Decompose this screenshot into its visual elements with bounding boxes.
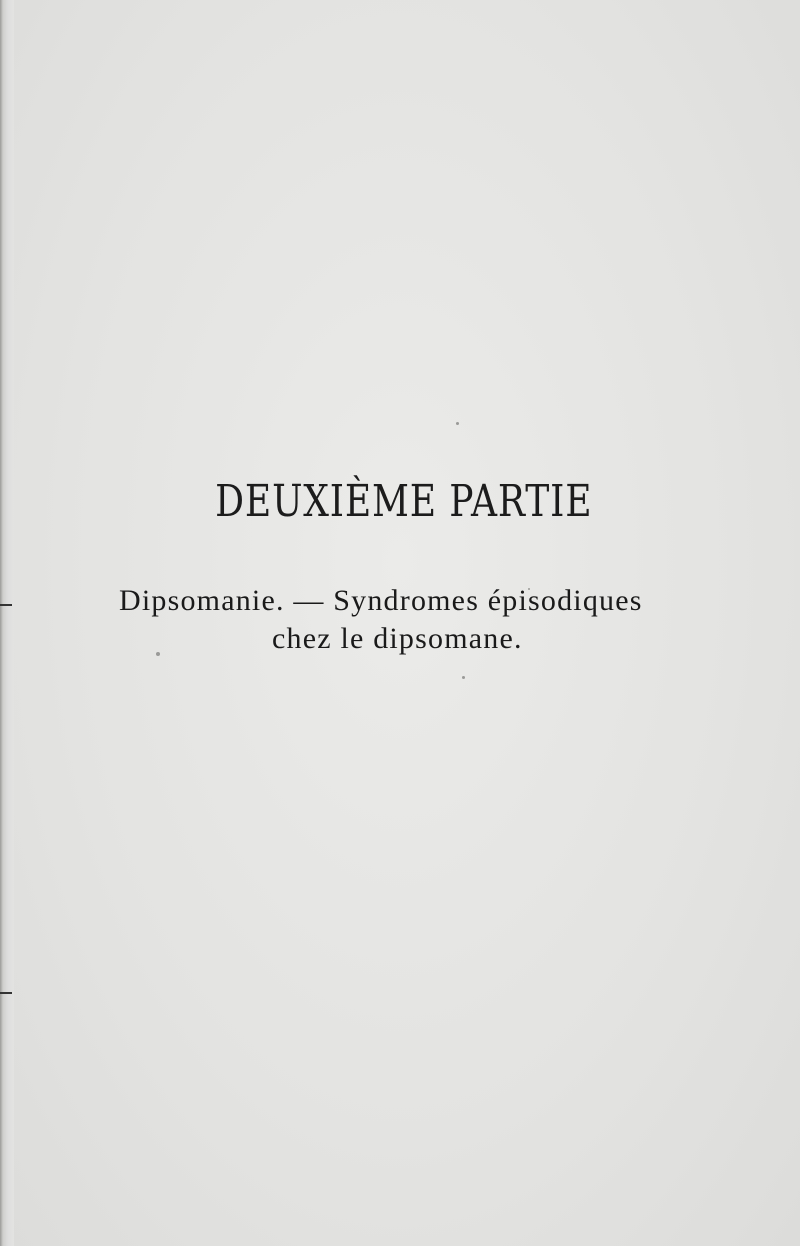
- paper-speck: [456, 422, 459, 425]
- binding-mark: [0, 992, 12, 994]
- subtitle-line-1: Dipsomanie. — Syndromes épisodiques: [119, 584, 643, 617]
- binding-mark: [0, 604, 12, 606]
- page-binding-edge: [0, 0, 14, 1246]
- paper-speck: [462, 676, 465, 679]
- paper-speck: [156, 652, 160, 656]
- subtitle-line-2: chez le dipsomane.: [272, 622, 523, 655]
- part-title: DEUXIÈME PARTIE: [215, 476, 593, 527]
